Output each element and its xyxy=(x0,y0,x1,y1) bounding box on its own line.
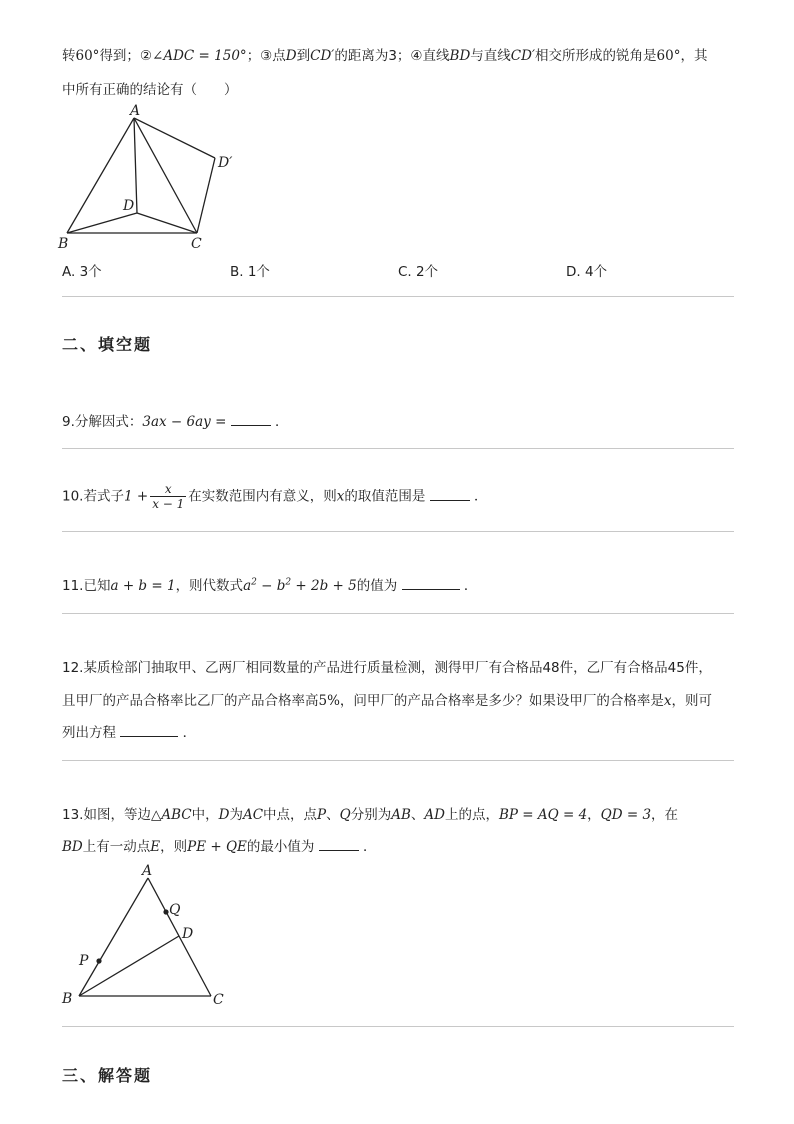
answer-blank[interactable] xyxy=(319,839,359,851)
label-B: B xyxy=(62,991,73,1007)
edge-AB xyxy=(79,878,148,996)
section-title-fill-blank: 二、填空题 xyxy=(62,335,153,354)
q8-figure xyxy=(55,100,255,252)
q13-figure xyxy=(55,858,245,1010)
section-title-solve: 三、解答题 xyxy=(62,1066,153,1085)
label-B: B xyxy=(58,236,69,252)
answer-blank[interactable] xyxy=(430,489,470,501)
question-10: 10.若式子1 + $\frac{x}{x - 1}$ 在实数范围内有意义，则x的取值范围是 ． xyxy=(62,482,488,511)
fraction: $\frac{x}{x - 1}$ xyxy=(152,482,185,511)
divider xyxy=(62,1026,734,1027)
edge-CD-prime xyxy=(197,158,215,233)
question-13-line-2: BD上有一动点E，则PE + QE的最小值为 ． xyxy=(62,839,377,855)
answer-blank[interactable] xyxy=(231,414,271,426)
choice-c: C. 2个 xyxy=(398,264,439,280)
choice-b: B. 1个 xyxy=(230,264,270,280)
label-D: D xyxy=(123,198,135,214)
point-Q xyxy=(163,909,168,914)
question-12-line-1: 12.某质检部门抽取甲、乙两厂相同数量的产品进行质量检测，测得甲厂有合格品48件，乙厂有合格品45件， xyxy=(62,660,712,676)
answer-blank[interactable] xyxy=(402,578,460,590)
label-D-prime: D′ xyxy=(218,155,233,171)
q8-line-1: 转60°得到；②∠ADC = 150°；③点D到CD′的距离为3；④直线BD与直线CD′相交所形成的锐角是60°，其 xyxy=(62,48,708,64)
divider xyxy=(62,448,734,449)
choice-d: D. 4个 xyxy=(566,264,608,280)
label-C: C xyxy=(191,236,202,252)
divider xyxy=(62,760,734,761)
edge-AC xyxy=(148,878,211,996)
point-P xyxy=(96,958,101,963)
question-9: 9.分解因式：3ax − 6ay = ． xyxy=(62,414,289,430)
label-A: A xyxy=(142,863,153,879)
q8-line-2: 中所有正确的结论有（ ） xyxy=(62,82,238,98)
divider xyxy=(62,613,734,614)
choice-a: A. 3个 xyxy=(62,264,102,280)
edge-AD xyxy=(134,118,137,213)
question-12-line-2: 且甲厂的产品合格率比乙厂的产品合格率高5%，问甲厂的产品合格率是多少？如果设甲厂的合格率是x，则可 xyxy=(62,693,713,709)
question-13-line-1: 13.如图，等边△ABC中，D为AC中点，点P、Q分别为AB、AD上的点，BP = AQ = 4，QD = 3，在 xyxy=(62,807,679,823)
answer-blank[interactable] xyxy=(120,725,178,737)
label-D: D xyxy=(182,926,194,942)
edge-BD xyxy=(79,936,179,996)
edge-AD-prime xyxy=(134,118,215,158)
question-11: 11.已知a + b = 1，则代数式$a^2 - b^2 + 2b + 5$的值为 ． xyxy=(62,577,478,594)
label-Q: Q xyxy=(169,902,181,918)
edge-AB xyxy=(67,118,134,233)
label-C: C xyxy=(213,992,224,1008)
divider xyxy=(62,296,734,297)
label-A: A xyxy=(130,103,141,119)
label-P: P xyxy=(79,953,89,969)
question-12-line-3: 列出方程 ． xyxy=(62,725,197,741)
divider xyxy=(62,531,734,532)
